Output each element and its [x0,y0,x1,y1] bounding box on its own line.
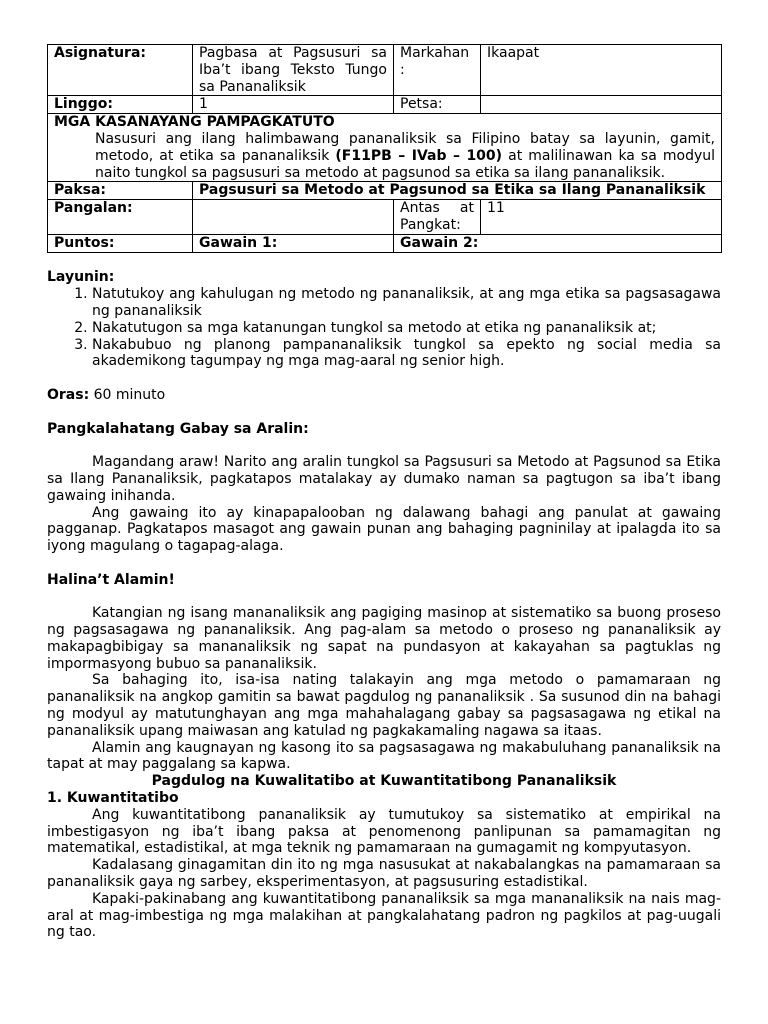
oras-value: 60 minuto [89,386,166,403]
markahan-label: Markahan : [394,45,481,96]
layunin-item: 1. Natutukoy ang kahulugan ng metodo ng pananaliksik, at ang mga etika sa pagsasagawa ng pananaliksik [92,286,721,320]
layunin-item: 3. Nakabubuo ng planong pampananaliksik tungkol sa epekto ng social media sa akademikong tagumpay ng mga mag-aaral ng senior high. [92,337,721,371]
oras-label: Oras: [47,386,90,403]
kuwantitatibo-paragraph: Ang kuwantitatibong pananaliksik ay tumutukoy sa sistematiko at empirikal na imbestigasyon ng iba’t ibang paksa at penomenong panlipunan sa pamamagitan ng matematikal, estadistikal, at mga teknik ng pamamaraan na gumagamit ng kompyutasyon. [47,806,721,857]
paksa-row [48,182,722,200]
linggo-row [48,96,722,114]
alamin-paragraph: Katangian ng isang mananaliksik ang pagiging masinop at sistematiko sa buong proseso ng pagsasagawa ng pananaliksik. Ang pag-alam sa metodo o proseso ng pananaliksik ay makapagbibigay sa mananaliksik ng sapat na pundasyon at kakayahan sa pagtuklas ng impormasyong bubuo sa pananaliksik. [47,605,721,672]
kasanayan-label: MGA KASANAYANG PAMPAGKATUTO [54,114,335,131]
asignatura-row [48,45,722,96]
petsa-label: Petsa: [394,96,481,114]
pangalan-value[interactable] [193,200,394,235]
gawain2-label: Gawain 2: [394,234,722,252]
kuwantitatibo-paragraph: Kapaki-pakinabang ang kuwantitatibong pananaliksik sa mga mananaliksik na nais mag-aral at mag-imbestiga ng mga malakihan at pangkalahatang padron ng pagkilos at pag-uugali ng tao. [47,890,721,941]
kuwantitatibo-heading: 1. Kuwantitatibo [47,790,179,807]
info-table [47,44,722,253]
puntos-row [48,234,722,252]
alamin-paragraph: Alamin ang kaugnayan ng kasong ito sa pagsasagawa ng makabuluhang pananaliksik na tapat at may paggalang sa kapwa. [47,739,721,773]
layunin-heading: Layunin: [47,269,115,286]
paksa-label: Paksa: [48,182,193,200]
gabay-paragraph: Magandang araw! Narito ang aralin tungkol sa Pagsusuri sa Metodo at Pagsunod sa Etika sa Ilang Pananaliksik, pagkatapos matalakay ay dumako naman sa pagtugon sa iba’t ibang gawaing inihanda. [47,454,721,504]
layunin-list [47,286,721,370]
antas-label: Antas at Pangkat: [394,200,481,235]
kasanayan-row [48,114,722,182]
linggo-value: 1 [193,96,394,114]
kasanayan-pre: Nasusuri ang ilang halimbawang pananaliksik sa Filipino batay sa layunin, gamit, metodo, at etika sa pananaliksik [95,130,715,164]
asignatura-value: Pagbasa at Pagsusuri sa Iba’t ibang Teksto Tungo sa Pananaliksik [193,45,394,96]
kuwantitatibo-paragraph: Kadalasang ginagamitan din ito ng mga nasusukat at nakabalangkas na pamamaraan sa pananaliksik gaya ng sarbey, eksperimentasyon, at pagsusuring estadistikal. [47,857,721,891]
pangalan-label: Pangalan: [48,200,193,235]
kasanayan-text [48,131,721,181]
antas-value: 11 [481,200,722,235]
pangalan-row [48,200,722,235]
kasanayan-code: (F11PB – IVab – 100) [335,147,503,164]
module-page [47,44,721,941]
layunin-item: 2. Nakatutugon sa mga katanungan tungkol sa metodo at etika ng pananaliksik at; [92,320,721,337]
alamin-heading: Halina’t Alamin! [47,571,175,588]
petsa-value[interactable] [481,96,722,114]
alamin-paragraph: Sa bahaging ito, isa-isa nating talakayin ang mga metodo o pamamaraan ng pananaliksik na angkop gamitin sa bawat pagdulog ng pananaliksik . Sa susunod din na bahagi ng modyul ay matutunghayan ang mga mahahalagang gabay sa pagsasagawa ng etikal na pananaliksik upang maiwasan ang katulad ng pagkakamaling nagawa sa itaas. [47,672,721,739]
gawain1-label: Gawain 1: [193,234,394,252]
paksa-value: Pagsusuri sa Metodo at Pagsunod sa Etika sa Ilang Pananaliksik [193,182,722,200]
pagdulog-title: Pagdulog na Kuwalitatibo at Kuwantitatibong Pananaliksik [151,773,617,790]
puntos-label: Puntos: [48,234,193,252]
markahan-value: Ikaapat [481,45,722,96]
kasanayan-cell [48,114,722,182]
asignatura-label: Asignatura: [48,45,193,96]
kasanayan-post: at malilinawan ka sa modyul naito tungkol sa pagsusuri sa metodo at pagsunod sa etika sa ilang pananaliksik. [95,147,715,181]
oras-line [47,387,721,404]
gabay-paragraph: Ang gawaing ito ay kinapapalooban ng dalawang bahagi ang panulat at gawaing pagganap. Pagkatapos masagot ang gawain punan ang bahaging pagninilay at ipalagda ito sa iyong magulang o tagapag-alaga. [47,504,721,555]
linggo-label: Linggo: [48,96,193,114]
gabay-heading: Pangkalahatang Gabay sa Aralin: [47,420,309,437]
